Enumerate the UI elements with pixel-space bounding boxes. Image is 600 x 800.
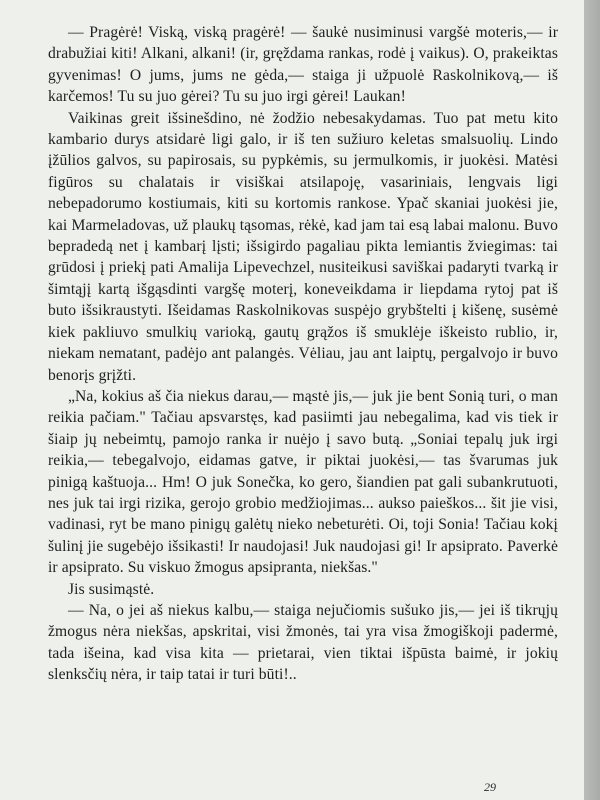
page-edge-shadow bbox=[584, 0, 600, 800]
body-text bbox=[48, 22, 558, 686]
page-number: 29 bbox=[484, 780, 496, 794]
paragraph: Vaikinas greit išsinešdino, nė žodžio nebesakydamas. Tuo pat metu kito kambario durys atsidarė ligi galo, ir iš ten sužiuro keletas smalsuolių. Lindo įžūlios galvos, su papirosais, su pypkėmis, su jermulkomis, ir juokėsi. Matėsi figūros su chalatais ir visiškai atsilapoję, vasariniais, lengvais ligi nebepadorumo kostiumais, kiti su kortomis rankose. Ypač skaniai juokėsi jie, kai Marmeladovas, už plaukų tąsomas, rėkė, kad jam tai esą labai malonu. Buvo bepradedą net į kambarį lįsti; išsigirdo pagaliau pikta lemiantis žviegimas: tai grūdosi į priekį pati Amalija Lipevechzel, nusiteikusi saviškai padaryti tvarką ir šimtąjį kartą išgąsdinti vargšę moterį, koneveikdama ir liepdama rytoj pat iš buto išsikraustyti. Išeidamas Raskolnikovas suspėjo grybštelti į kišenę, susėmė kiek pakliuvo smulkių varioką, gautų grąžos iš smuklėje iškeisto rublio, ir, niekam nematant, padėjo ant palangės. Vėliau, jau ant laiptų, pergalvojo ir buvo benorįs grįžti. bbox=[48, 109, 558, 384]
paragraph: — Pragėrė! Viską, viską pragėrė! — šaukė nusiminusi vargšė moteris,— ir drabužiai kiti! Alkani, alkani! (ir, gręždama rankas, rodė į vaikus). O, prakeiktas gyvenimas! O jums, jums ne gėda,— staiga ji užpuolė Raskolnikovą,— iš karčemos! Tu su juo gėrei? Tu su juo irgi gėrei! Laukan! bbox=[48, 24, 558, 106]
paragraph: — Na, o jei aš niekus kalbu,— staiga nejučiomis sušuko jis,— jei iš tikrųjų žmogus nėra niekšas, apskritai, visi žmonės, tai yra visa žmogiškoji padermė, tada išeina, kad visa kita — prietarai, vien tiktai išpūsta baimė, ir jokių slenksčių nėra, ir taip tatai ir turi būti!.. bbox=[48, 601, 558, 684]
paragraph: Jis susimąstė. bbox=[68, 580, 155, 598]
paragraph: „Na, kokius aš čia niekus darau,— mąstė jis,— juk jie bent Sonią turi, o man reikia pačiam." Tačiau apsvarstęs, kad pasiimti jau nebegalima, kad vis tiek ir šiaip jų nebeimtų, pamojo ranka ir nuėjo į savo butą. „Soniai tepalų juk irgi reikia,— tebegalvojo, eidamas gatve, ir piktai juokėsi,— tas švarumas juk pinigą kaštuoja... Hm! O juk Sonečka, ko gero, šiandien pat gali subankrutuoti, nes juk tai irgi rizika, gerojo grobio medžiojimas... aukso paieškos... šit jie visi, vadinasi, ryt be mano pinigų galėtų nieko nebeturėti. Oi, toji Sonia! Tačiau kokį šulinį jie sugebėjo išsikasti! Ir naudojasi! Juk naudojasi gi! Ir apsiprato. Paverkė ir apsiprato. Su viskuo žmogus apsipranta, niekšas." bbox=[48, 387, 558, 577]
